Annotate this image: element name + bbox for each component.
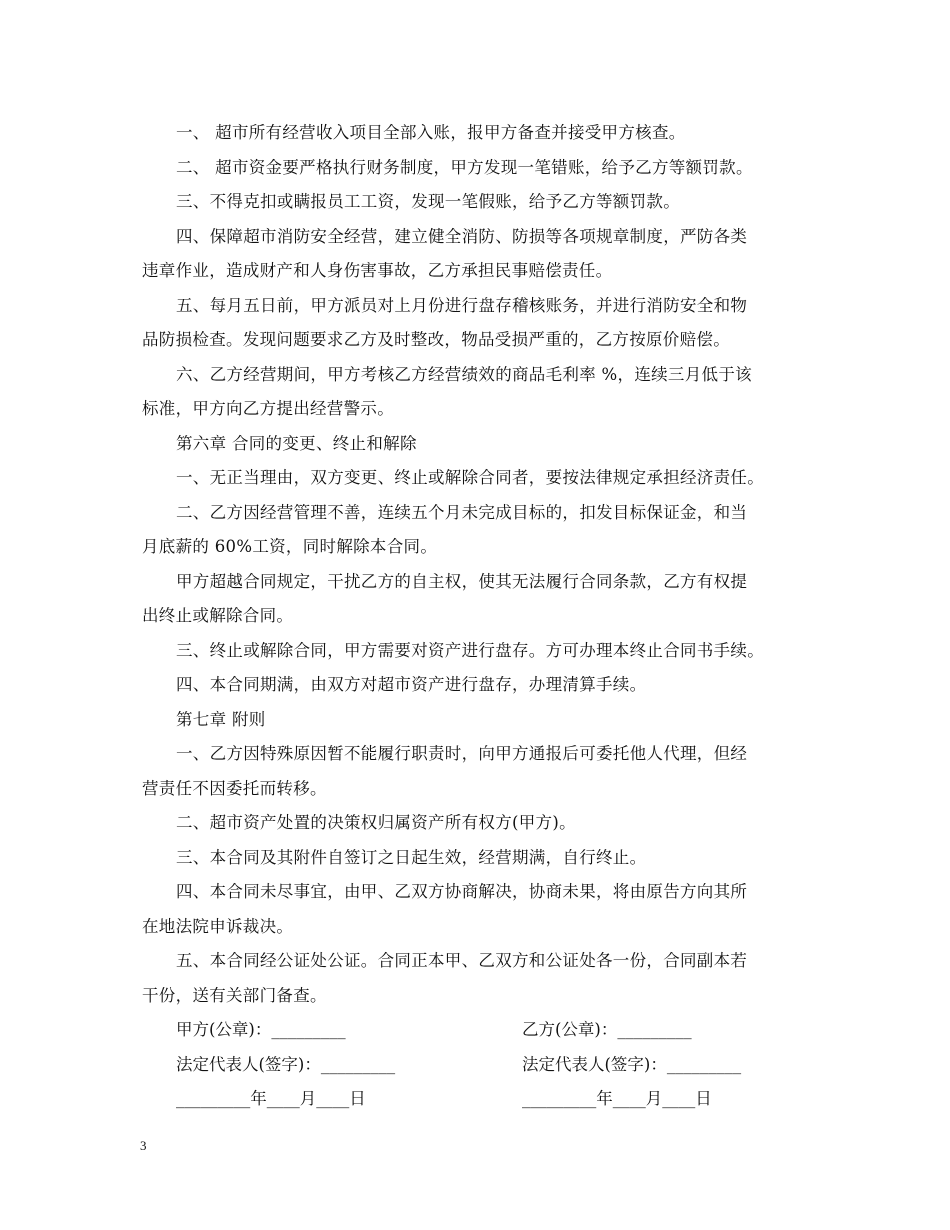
party-a-seal-field: 甲方(公章)：_________: [176, 1020, 346, 1039]
paragraph-line: 干份，送有关部门备查。: [142, 985, 327, 1005]
party-a-date-field: _________年____月____日: [176, 1089, 366, 1108]
paragraph-line: 二、 超市资金要严格执行财务制度，甲方发现一笔错账，给予乙方等额罚款。: [176, 157, 753, 177]
paragraph-line: 五、每月五日前，甲方派员对上月份进行盘存稽核账务，并进行消防安全和物: [176, 295, 748, 315]
chapter-heading: 第六章 合同的变更、终止和解除: [176, 433, 417, 453]
party-b-representative-field: 法定代表人(签字)：_________: [522, 1054, 742, 1074]
party-b-seal-field: 乙方(公章)：_________: [522, 1020, 692, 1039]
paragraph-line: 五、本合同经公证处公证。合同正本甲、乙双方和公证处各一份，合同副本若: [176, 951, 748, 970]
paragraph-line: 品防损检查。发现问题要求乙方及时整改，物品受损严重的，乙方按原价赔偿。: [142, 330, 730, 349]
signature-row-representative: [142, 1048, 822, 1083]
paragraph-line: 标准，甲方向乙方提出经营警示。: [142, 399, 394, 418]
paragraph-line: 月底薪的 60%工资，同时解除本合同。: [142, 537, 438, 556]
party-b-date-field: _________年____月____日: [522, 1089, 712, 1108]
paragraph-line: 一、无正当理由，双方变更、终止或解除合同者，要按法律规定承担经济责任。: [176, 468, 764, 487]
paragraph-line: 出终止或解除合同。: [142, 606, 294, 625]
paragraph-line: 二、超市资产处置的决策权归属资产所有权方(甲方)。: [176, 813, 576, 832]
paragraph-line: 二、乙方因经营管理不善，连续五个月未完成目标的，扣发目标保证金，和当: [176, 502, 748, 522]
paragraph-line: 违章作业，造成财产和人身伤害事故，乙方承担民事赔偿责任。: [142, 261, 613, 280]
document-body: [142, 116, 822, 1117]
paragraph-line: 六、乙方经营期间，甲方考核乙方经营绩效的商品毛利率 %，连续三月低于该: [176, 364, 752, 384]
signature-row-seal: [142, 1013, 822, 1048]
paragraph-line: 三、终止或解除合同，甲方需要对资产进行盘存。方可办理本终止合同书手续。: [176, 640, 764, 660]
paragraph-line: 三、不得克扣或瞒报员工工资，发现一笔假账，给予乙方等额罚款。: [176, 192, 680, 211]
chapter-heading: 第七章 附则: [176, 709, 266, 729]
paragraph-line: 四、本合同期满，由双方对超市资产进行盘存，办理清算手续。: [176, 675, 647, 694]
signature-row-date: [142, 1082, 822, 1117]
page-number: 3: [140, 1138, 147, 1153]
paragraph-line: 营责任不因委托而转移。: [142, 778, 327, 798]
paragraph-line: 四、本合同未尽事宜，由甲、乙双方协商解决，协商未果，将由原告方向其所: [176, 882, 748, 901]
paragraph-line: 四、保障超市消防安全经营，建立健全消防、防损等各项规章制度，严防各类: [176, 226, 748, 246]
paragraph-line: 在地法院申诉裁决。: [142, 916, 294, 936]
paragraph-line: 一、乙方因特殊原因暂不能履行职责时，向甲方通报后可委托他人代理，但经: [176, 744, 748, 763]
paragraph-line: 一、 超市所有经营收入项目全部入账，报甲方备查并接受甲方核查。: [176, 123, 686, 142]
paragraph-line: 三、本合同及其附件自签订之日起生效，经营期满，自行终止。: [176, 847, 647, 867]
party-a-representative-field: 法定代表人(签字)：_________: [176, 1054, 396, 1074]
paragraph-line: 甲方超越合同规定，干扰乙方的自主权，使其无法履行合同条款，乙方有权提: [176, 571, 748, 591]
